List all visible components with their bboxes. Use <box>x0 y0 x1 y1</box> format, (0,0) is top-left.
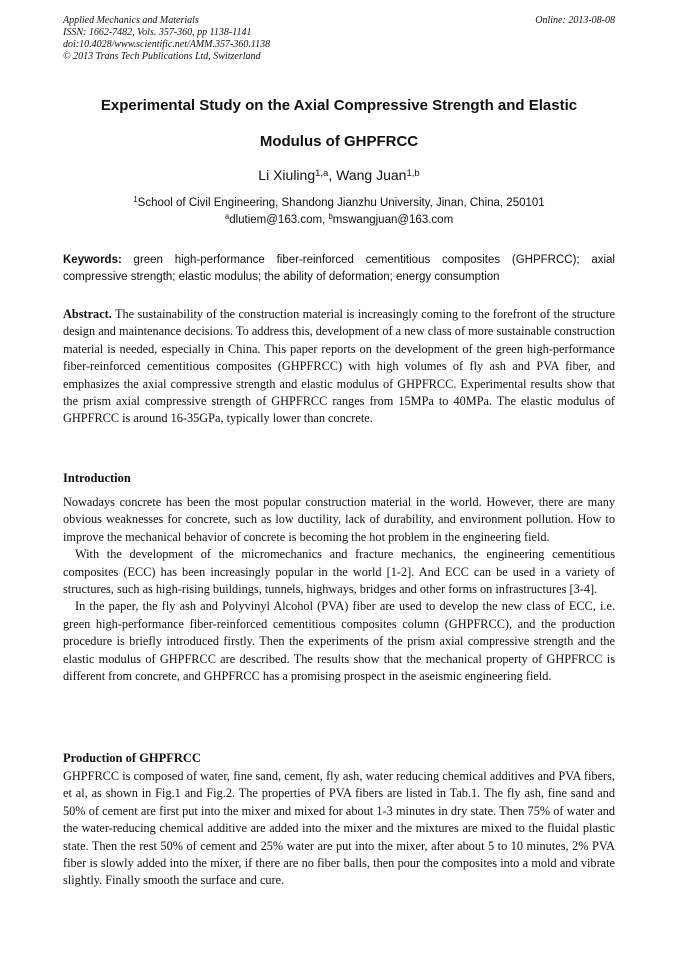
email-link[interactable]: dlutiem@163.com, <box>229 214 329 226</box>
email-line <box>60 212 618 229</box>
paragraph: Nowadays concrete has been the most popular construction material in the world. However, there are many obvious weaknesses for concrete, such as low ductility, lack of durability, and environment pollution. How to improve the mechanical behavior of concrete is becoming the hot problem in the engineering field. <box>63 495 615 544</box>
online-date: Online: 2013-08-08 <box>535 15 615 26</box>
title-line-2: Modulus of GHPFRCC <box>259 133 419 150</box>
keywords-block <box>63 252 615 286</box>
author-list <box>60 166 618 184</box>
production-body <box>63 768 615 890</box>
paragraph: With the development of the micromechanics and fracture mechanics, the engineering cementitious composites (ECC) has been increasingly popular in the world [1-2]. And ECC can be used in a variety of structures, such as high-rising buildings, tunnels, highways, bridges and other forms on infrastructures [3-4]. <box>63 547 615 597</box>
paragraph: In the paper, the fly ash and Polyvinyl Alcohol (PVA) fiber are used to develop the new class of ECC, i.e. green high-performance fiber-reinforced cementitious composites column (GHPFRCC), and the production procedure is briefly introduced firstly. Then the experiments of the prism axial compressive strength and the elastic modulus of GHPFRCC are described. The results show that the mechanical property of GHPFRCC is different from concrete, and GHPFRCC has a promising prospect in the aseismic engineering field. <box>63 599 615 684</box>
journal-name: Applied Mechanics and Materials <box>63 15 199 26</box>
title-line-1: Experimental Study on the Axial Compressive Strength and Elastic <box>100 97 578 114</box>
journal-header <box>63 15 615 63</box>
section-heading-production: Production of GHPFRCC <box>63 751 201 765</box>
email-superscript: b <box>328 212 333 222</box>
abstract-paragraph <box>63 306 615 428</box>
abstract-text: The sustainability of the construction material is increasingly coming to the forefront of the structure design and maintenance decisions. To address this, development of a new class of more sustainable construction material is needed, especially in China. This paper reports on the development of the green high-performance fiber-reinforced cementitious composites (GHPFRCC) with high volumes of fly ash and PVA fiber, and emphasizes the axial compressive strength and elastic modulus of GHPFRCC. Experimental results show that the prism axial compressive strength of GHPFRCC ranges from 15MPa to 40MPa. The elastic modulus of GHPFRCC is around 16-35GPa, typically lower than concrete. <box>63 307 615 426</box>
author-superscript: 1,b <box>406 167 420 179</box>
abstract-block <box>63 306 615 428</box>
keywords-text: green high-performance fiber-reinforced cementitious composites (GHPFRCC); axial compressive strength; elastic modulus; the ability of deformation; energy consumption <box>63 254 615 283</box>
abstract-label: Abstract. <box>63 307 112 321</box>
section-heading-introduction: Introduction <box>63 471 131 485</box>
affiliation-block <box>60 195 618 229</box>
email-superscript: a <box>224 212 230 222</box>
author-name: Li Xiuling <box>258 167 316 183</box>
affiliation-line <box>60 195 618 212</box>
email-link[interactable]: mswangjuan@163.com <box>332 214 454 226</box>
affiliation-superscript: 1 <box>133 195 138 205</box>
paragraph: GHPFRCC is composed of water, fine sand, cement, fly ash, water reducing chemical additives and PVA fibers, et al, as shown in Fig.1 and Fig.2. The properties of PVA fibers are listed in Tab.1. The fly ash, fine sand and 50% of cement are first put into the mixer and mixed for about 1-3 minutes in dry state. Then 75% of water and the water-reducing chemical additive are added into the mixer and the mixtures are mixed to the fluidal plastic state. Then the rest 50% of cement and 25% water are put into the mixer, after about 5 to 10 minutes, 2% PVA fiber is slowly added into the mixer, if there are no fiber balls, then pour the composites into a mold and vibrate slightly. Finally smooth the surface and cure. <box>63 769 615 888</box>
journal-issn: ISSN: 1662-7482, Vols. 357-360, pp 1138-1141 <box>63 27 252 38</box>
introduction-body <box>63 494 615 685</box>
keywords-label: Keywords: <box>63 254 122 266</box>
affiliation-text: School of Civil Engineering, Shandong Jianzhu University, Jinan, China, 250101 <box>137 197 545 209</box>
author-name: Wang Juan <box>336 167 407 183</box>
journal-doi: doi:10.4028/www.scientific.net/AMM.357-360.1138 <box>63 39 271 50</box>
author-separator: , <box>328 167 337 183</box>
journal-copyright: © 2013 Trans Tech Publications Ltd, Switzerland <box>63 51 261 62</box>
author-superscript: 1,a <box>315 167 329 179</box>
paper-title <box>60 88 618 160</box>
